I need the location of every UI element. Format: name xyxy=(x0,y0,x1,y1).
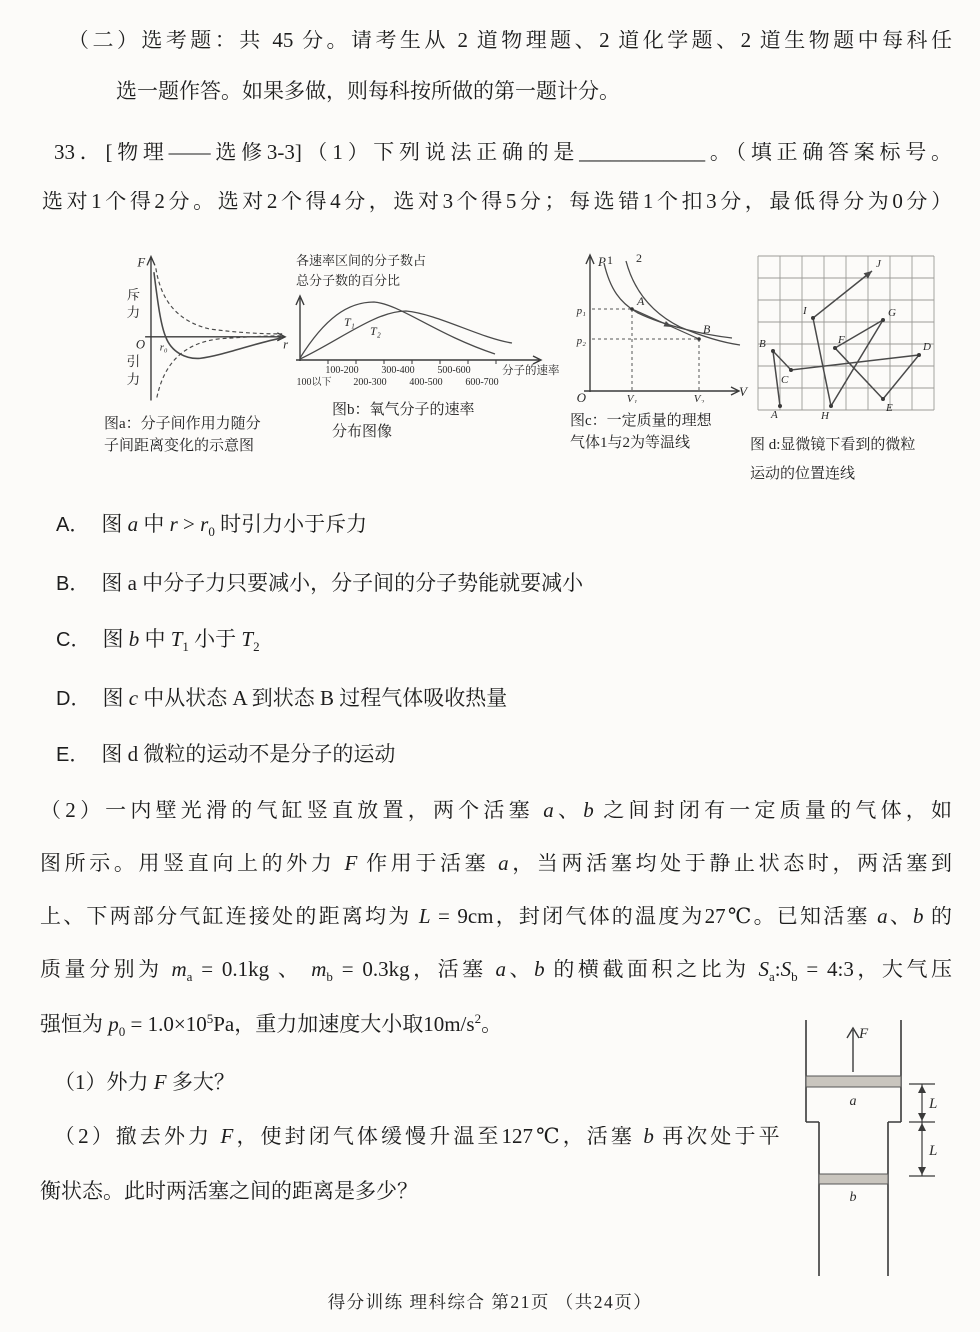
sub-question-2-line-2: 衡状态。此时两活塞之间的距离是多少？ xyxy=(40,1178,418,1203)
fig-b-t2-label: T₂ xyxy=(370,324,381,338)
fig-c-curve2-label: 2 xyxy=(636,251,642,265)
fig-b-tick-100-200: 100-200 xyxy=(325,365,359,376)
sub-question-2-line-1: （2）撤去外力 F，使封闭气体缓慢升温至127℃，活塞 b 再次处于平 xyxy=(54,1125,780,1148)
fig-c-p2-label: p₂ xyxy=(576,335,586,347)
piston-b-label: b xyxy=(849,1190,857,1206)
fig-c-p1-label: p₁ xyxy=(576,305,586,317)
piston-b xyxy=(819,1174,888,1184)
fig-d-label-G: G xyxy=(888,307,896,319)
fig-a-r0-label: r₀ xyxy=(159,341,168,354)
sub-question-1: （1）外力 F 多大？ xyxy=(54,1069,235,1094)
fig-a-repel-char-2: 力 xyxy=(126,305,141,321)
fig-a-x-axis-label: r xyxy=(283,337,289,352)
part2-line-3: 上、下两部分气缸连接处的距离均为 L = 9cm，封闭气体的温度为27℃。已知活塞 a、b 的 xyxy=(40,906,952,929)
fig-c-point-b-label: B xyxy=(703,322,711,336)
figure-d-graph xyxy=(750,251,946,423)
cylinder-diagram xyxy=(780,1014,952,1282)
dim-upper-label: L xyxy=(928,1096,937,1113)
part2-line-2: 图所示。用竖直向上的外力 F 作用于活塞 a，当两活塞均处于静止状态时，两活塞到 xyxy=(40,853,952,876)
part2-line-1: （2）一内壁光滑的气缸竖直放置，两个活塞 a、b 之间封闭有一定质量的气体，如 xyxy=(40,800,952,823)
figure-c xyxy=(560,251,750,455)
question-33-line-2: 选对1个得2分。选对2个得4分，选对3个得5分；每选错1个扣3分，最低得分为0分） xyxy=(42,191,952,213)
figure-a-caption: 图a：分子间作用力随分 子间距离变化的示意图 xyxy=(104,416,261,454)
part2-line-4: 质量分别为 $m_a = 0.1kg$ 、 $m_b = 0.3kg$，活塞 a、b 的横截面积之比为 $S_a:S_b$ = 4:3，大气压 xyxy=(40,959,952,982)
fig-d-label-A: A xyxy=(771,409,778,421)
fig-a-y-axis-label: F xyxy=(137,255,146,270)
fig-c-x-axis-label: V xyxy=(739,384,747,399)
figure-c-caption: 图c：一定质量的理想 气体1与2为等温线 xyxy=(570,413,712,451)
figure-b-caption: 图b：氧气分子的速率 分布图像 xyxy=(332,402,475,440)
fig-d-label-C: C xyxy=(781,374,789,386)
question-33-line-1: 33．[物理——选修3-3]（1）下列说法正确的是____________。（填正确答案标号。 xyxy=(54,142,952,164)
option-D: D． 图 c 中从状态 A 到状态 B 过程气体吸收热量 xyxy=(56,686,508,711)
intro-line-1: （二）选考题：共 45 分。请考生从 2 道物理题、2 道化学题、2 道生物题中每科任 xyxy=(68,30,952,52)
fig-c-y-axis-label: P xyxy=(598,254,606,269)
fig-b-tick-300-400: 300-400 xyxy=(381,365,415,376)
fig-d-label-B: B xyxy=(759,338,766,350)
part2-questions xyxy=(40,1012,780,1282)
fig-b-tick-400-500: 400-500 xyxy=(409,377,443,388)
fig-c-point-a-label: A xyxy=(637,294,645,308)
figure-d-caption: 图 d:显微镜下看到的微粒 运动的位置连线 xyxy=(750,437,916,482)
fig-c-origin-label: O xyxy=(576,390,586,403)
dim-lower-label: L xyxy=(928,1143,937,1160)
fig-b-curve-t1 xyxy=(300,302,495,358)
fig-c-isotherm-1 xyxy=(604,263,732,338)
fig-c-guide-p1-v1 xyxy=(592,309,632,391)
fig-b-tick-200-300: 200-300 xyxy=(353,377,387,388)
fig-b-tick-600-700: 600-700 xyxy=(465,377,499,388)
intro-line-2: 选一题作答。如果多做，则每科按所做的第一题计分。 xyxy=(116,79,620,103)
fig-d-grid xyxy=(758,256,934,410)
figure-row xyxy=(104,251,946,488)
fig-d-label-D: D xyxy=(923,341,931,353)
option-E: E． 图 d 微粒的运动不是分子的运动 xyxy=(56,742,396,767)
fig-d-label-E: E xyxy=(886,402,893,414)
figure-b xyxy=(290,251,560,444)
fig-a-attract-char-2: 力 xyxy=(126,371,141,387)
cylinder-figure xyxy=(780,1012,952,1282)
fig-c-v1-label: V₁ xyxy=(626,393,638,403)
fig-b-t1-label: T₁ xyxy=(344,315,355,329)
piston-a-label: a xyxy=(849,1094,857,1110)
fig-c-guide-p2-v2 xyxy=(592,339,699,391)
fig-a-attract-char-1: 引 xyxy=(126,354,141,370)
options-list xyxy=(56,514,952,765)
fig-a-repulsion-curve xyxy=(156,268,282,334)
figure-b-graph xyxy=(290,292,560,392)
fig-a-net-force-curve xyxy=(154,272,282,358)
part-2-section xyxy=(40,800,952,1282)
intro-section xyxy=(40,30,952,102)
figure-b-axis-title: 各速率区间的分子数占 总分子数的百分比 xyxy=(296,253,427,288)
fig-a-attraction-curve xyxy=(157,336,282,398)
option-B: B． 图 a 中分子力只要减小，分子间的分子势能就要减小 xyxy=(56,571,584,596)
figure-a-graph xyxy=(104,251,290,406)
question-33 xyxy=(40,142,952,213)
option-A: A． 图 a 中 $r > r_0$ 时引力小于斥力 xyxy=(56,512,368,540)
part2-line-5: 强恒为 $p_0 = 1.0\times 10^5Pa$，重力加速度大小取$10m/s^2$。 xyxy=(40,1011,503,1040)
option-C: C． 图 b 中 $T_1$ 小于 $T_2$ xyxy=(56,627,260,655)
fig-c-v2-label: V₂ xyxy=(693,393,705,403)
fig-b-x-axis-label: 分子的速率 xyxy=(502,365,560,377)
fig-d-label-H: H xyxy=(821,410,829,422)
fig-a-repel-char-1: 斥 xyxy=(126,287,141,303)
fig-b-tick-below-100: 100以下 xyxy=(296,377,332,388)
figure-a xyxy=(104,251,290,458)
page-footer: 得分训练 理科综合 第21页 （共24页） xyxy=(327,1292,653,1312)
figure-d xyxy=(750,251,946,488)
fig-c-curve1-label: 1 xyxy=(607,253,613,267)
fig-d-label-J: J xyxy=(876,258,881,270)
piston-a xyxy=(806,1076,901,1087)
fig-d-label-I: I xyxy=(803,305,807,317)
figure-c-graph xyxy=(560,251,750,403)
fig-d-label-F: F xyxy=(838,334,845,346)
fig-b-tick-500-600: 500-600 xyxy=(437,365,471,376)
fig-a-origin-label: O xyxy=(135,337,146,352)
force-label: F xyxy=(858,1026,868,1043)
